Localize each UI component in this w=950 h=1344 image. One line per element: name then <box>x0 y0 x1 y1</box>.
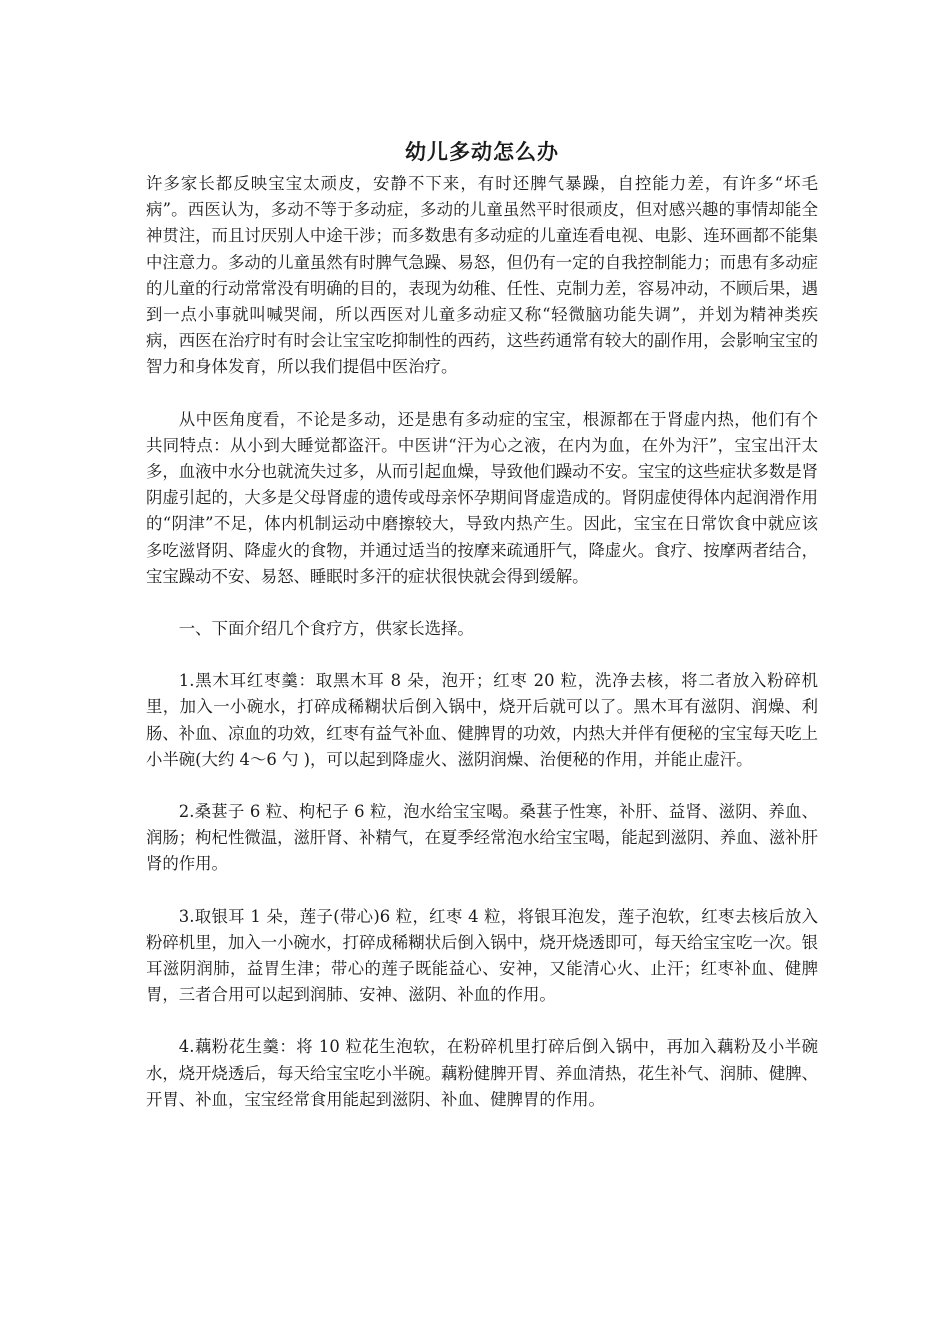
recipe-4-paragraph: 4.藕粉花生羹：将 10 粒花生泡软，在粉碎机里打碎后倒入锅中，再加入藕粉及小半碗水，烧开烧透后，每天给宝宝吃小半碗。藕粉健脾开胃、养血清热，花生补气、润肺、健脾、开胃、补血，宝宝经常食用能起到滋阴、补血、健脾胃的作用。 <box>146 1037 819 1109</box>
recipe-1-paragraph: 1.黑木耳红枣羹：取黑木耳 8 朵，泡开；红枣 20 粒，洗净去核，将二者放入粉碎机里，加入一小碗水，打碎成稀糊状后倒入锅中，烧开后就可以了。黑木耳有滋阴、润燥、利肠、补血、凉血的功效，红枣有益气补血、健脾胃的功效，内热大并伴有便秘的宝宝每天吃上小半碗(大约 4～6 勺 )，可以起到降虚火、滋阴润燥、治便秘的作用，并能止虚汗。 <box>146 671 819 769</box>
recipe-2-paragraph: 2.桑葚子 6 粒、枸杞子 6 粒，泡水给宝宝喝。桑葚子性寒，补肝、益肾、滋阴、养血、润肠；枸杞性微温，滋肝肾、补精气，在夏季经常泡水给宝宝喝，能起到滋阴、养血、滋补肝肾的作用。 <box>146 802 819 874</box>
document-title: 幼儿多动怎么办 <box>405 139 559 164</box>
recipe-3-paragraph: 3.取银耳 1 朵，莲子(带心)6 粒，红枣 4 粒，将银耳泡发，莲子泡软，红枣去核后放入粉碎机里，加入一小碗水，打碎成稀糊状后倒入锅中，烧开烧透即可，每天给宝宝吃一次。银耳滋阴润肺，益胃生津；带心的莲子既能益心、安神，又能清心火、止汗；红枣补血、健脾胃，三者合用可以起到润肺、安神、滋阴、补血的作用。 <box>146 906 819 1005</box>
section-heading: 一、下面介绍几个食疗方，供家长选择。 <box>178 619 474 639</box>
tcm-paragraph: 从中医角度看，不论是多动，还是患有多动症的宝宝，根源都在于肾虚内热，他们有个共同特点：从小到大睡觉都盗汗。中医讲“汗为心之液，在内为血，在外为汗”，宝宝出汗太多，血液中水分也就流失过多，从而引起血燥，导致他们躁动不安。宝宝的这些症状多数是肾阴虚引起的，大多是父母肾虚的遗传或母亲怀孕期间肾虚造成的。肾阴虚使得体内起润滑作用的“阴津”不足，体内机制运动中磨擦较大，导致内热产生。因此，宝宝在日常饮食中就应该多吃滋肾阴、降虚火的食物，并通过适当的按摩来疏通肝气，降虚火。食疗、按摩两者结合，宝宝躁动不安、易怒、睡眠时多汗的症状很快就会得到缓解。 <box>146 409 819 586</box>
intro-paragraph: 许多家长都反映宝宝太顽皮，安静不下来，有时还脾气暴躁，自控能力差，有许多“坏毛病”。西医认为，多动不等于多动症，多动的儿童虽然平时很顽皮，但对感兴趣的事情却能全神贯注，而且讨厌别人中途干涉；而多数患有多动症的儿童连看电视、电影、连环画都不能集中注意力。多动的儿童虽然有时脾气急躁、易怒，但仍有一定的自我控制能力；而患有多动症的儿童的行动常常没有明确的目的，表现为幼稚、任性、克制力差，容易冲动，不顾后果，遇到一点小事就叫喊哭闹，所以西医对儿童多动症又称“轻微脑功能失调”，并划为精神类疾病，西医在治疗时有时会让宝宝吃抑制性的西药，这些药通常有较大的副作用，会影响宝宝的智力和身体发育，所以我们提倡中医治疗。 <box>146 174 819 377</box>
document-page <box>146 137 818 1113</box>
